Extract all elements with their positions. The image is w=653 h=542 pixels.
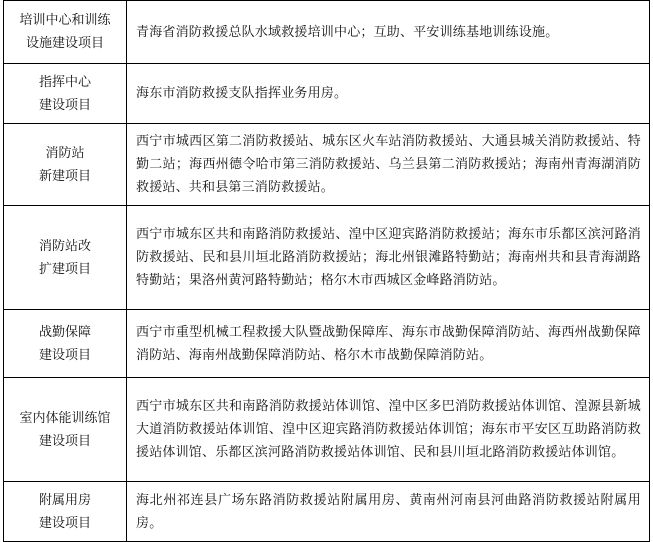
description-cell: 海东市消防救援支队指挥业务用房。 xyxy=(127,64,650,124)
category-cell xyxy=(4,124,127,206)
category-line: 建设项目 xyxy=(38,347,91,363)
category-cell xyxy=(4,482,127,542)
category-line: 培训中心和训练 xyxy=(19,13,111,28)
category-line: 室内体能训练馆 xyxy=(19,410,111,426)
table-row xyxy=(4,1,650,64)
category-line: 消防站 xyxy=(45,145,85,161)
table-row xyxy=(4,310,650,378)
table-row xyxy=(4,482,650,542)
category-line: 战勤保障 xyxy=(38,324,91,340)
description-cell: 海北州祁连县广场东路消防救援站附属用房、黄南州河南县河曲路消防救援站附属用房。 xyxy=(127,482,650,542)
category-line: 设施建设项目 xyxy=(25,36,104,51)
project-table xyxy=(3,0,650,542)
category-cell xyxy=(4,310,127,378)
category-line: 扩建项目 xyxy=(38,261,91,277)
category-line: 附属用房 xyxy=(38,492,91,508)
category-line: 建设项目 xyxy=(38,433,91,449)
category-line: 消防站改 xyxy=(38,238,91,254)
category-cell xyxy=(4,1,127,64)
table-row xyxy=(4,206,650,310)
table-row xyxy=(4,378,650,482)
table-row xyxy=(4,64,650,124)
category-cell xyxy=(4,206,127,310)
category-line: 建设项目 xyxy=(38,97,91,113)
table-row xyxy=(4,124,650,206)
description-cell: 西宁市城东区共和南路消防救援站、湟中区迎宾路消防救援站；海东市乐都区滨河路消防救援站、民和县川垣北路消防救援站；海北州银滩路特勤站；海南州共和县青海湖路特勤站；果洛州黄河路特勤站；格尔木市西城区金峰路消防站。 xyxy=(127,206,650,310)
description-cell: 西宁市城西区第二消防救援站、城东区火车站消防救援站、大通县城关消防救援站、特勤二站；海西州德令哈市第三消防救援站、乌兰县第二消防救援站；海南州青海湖消防救援站、共和县第三消防救援站。 xyxy=(127,124,650,206)
category-line: 建设项目 xyxy=(38,515,91,531)
description-cell: 西宁市重型机械工程救援大队暨战勤保障库、海东市战勤保障消防站、海西州战勤保障消防站、海南州战勤保障消防站、格尔木市战勤保障消防站。 xyxy=(127,310,650,378)
category-line: 指挥中心 xyxy=(38,74,91,90)
category-cell xyxy=(4,378,127,482)
description-cell: 西宁市城东区共和南路消防救援站体训馆、湟中区多巴消防救援站体训馆、湟源县新城大道消防救援站体训馆、湟中区迎宾路消防救援站体训馆；海东市平安区互助路消防救援站体训馆、乐都区滨河路消防救援站体训馆、民和县川垣北路消防救援站体训馆。 xyxy=(127,378,650,482)
category-cell xyxy=(4,64,127,124)
description-cell: 青海省消防救援总队水域救援培训中心；互助、平安训练基地训练设施。 xyxy=(127,1,650,64)
category-line: 新建项目 xyxy=(38,168,91,184)
